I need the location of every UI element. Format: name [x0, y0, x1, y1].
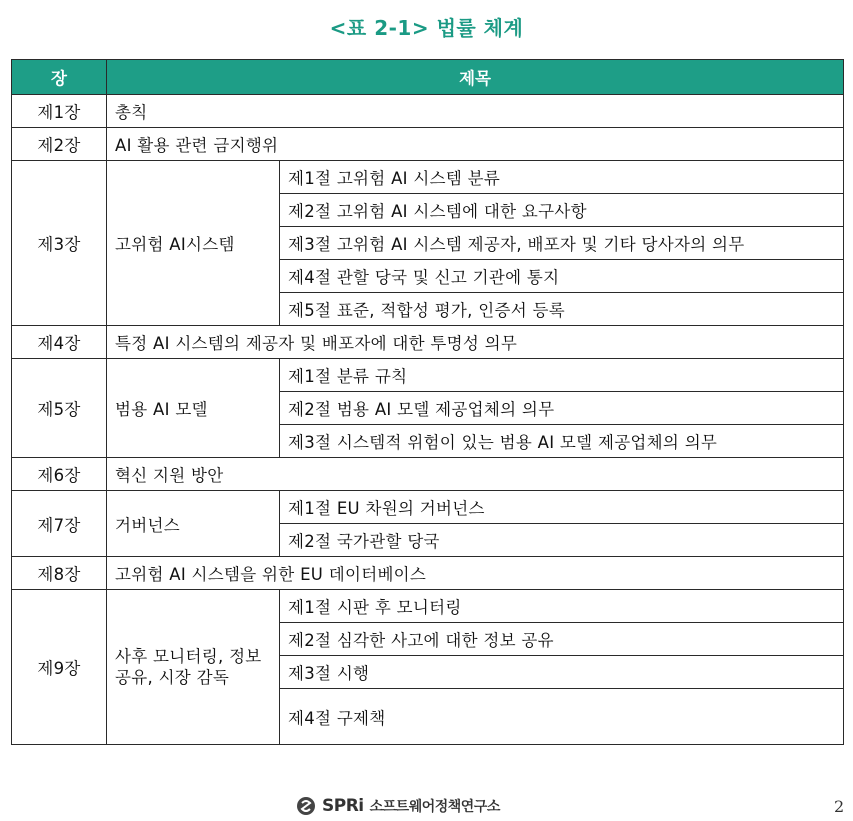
chapter-cell: 제5장 — [12, 359, 107, 458]
chapter-title: 거버넌스 — [107, 491, 280, 557]
table-row — [12, 128, 844, 161]
header-chapter: 장 — [12, 60, 107, 95]
table-row — [12, 458, 844, 491]
logo-text: SPRi — [322, 796, 364, 816]
page-number: 2 — [834, 797, 845, 816]
section-cell: 제1절 시판 후 모니터링 — [280, 590, 844, 623]
chapter-title: 특정 AI 시스템의 제공자 및 배포자에 대한 투명성 의무 — [107, 326, 844, 359]
chapter-title: 범용 AI 모델 — [107, 359, 280, 458]
section-cell: 제3절 고위험 AI 시스템 제공자, 배포자 및 기타 당사자의 의무 — [280, 227, 844, 260]
chapter-title: 총칙 — [107, 95, 844, 128]
section-cell: 제4절 관할 당국 및 신고 기관에 통지 — [280, 260, 844, 293]
chapter-title: AI 활용 관련 금지행위 — [107, 128, 844, 161]
chapter-title: 고위험 AI 시스템을 위한 EU 데이터베이스 — [107, 557, 844, 590]
org-name: 소프트웨어정책연구소 — [369, 799, 500, 815]
table-row — [12, 557, 844, 590]
header-subject: 제목 — [107, 60, 844, 95]
table-row — [12, 359, 844, 392]
chapter-cell: 제6장 — [12, 458, 107, 491]
spri-logo-icon — [296, 796, 316, 816]
chapter-cell: 제9장 — [12, 590, 107, 745]
table-row — [12, 590, 844, 623]
law-structure-table — [11, 59, 844, 745]
section-cell: 제2절 범용 AI 모델 제공업체의 의무 — [280, 392, 844, 425]
chapter-title: 사후 모니터링, 정보공유, 시장 감독 — [107, 590, 280, 745]
table-row — [12, 161, 844, 194]
section-cell: 제5절 표준, 적합성 평가, 인증서 등록 — [280, 293, 844, 326]
section-cell: 제4절 구제책 — [280, 689, 844, 745]
chapter-cell: 제2장 — [12, 128, 107, 161]
section-cell: 제3절 시행 — [280, 656, 844, 689]
table-caption: <표 2-1> 법률 체계 — [329, 16, 524, 40]
section-cell: 제2절 고위험 AI 시스템에 대한 요구사항 — [280, 194, 844, 227]
chapter-cell: 제3장 — [12, 161, 107, 326]
footer-logo — [296, 796, 500, 816]
table-row — [12, 95, 844, 128]
section-cell: 제1절 고위험 AI 시스템 분류 — [280, 161, 844, 194]
section-cell: 제1절 EU 차원의 거버넌스 — [280, 491, 844, 524]
section-cell: 제2절 심각한 사고에 대한 정보 공유 — [280, 623, 844, 656]
table-row — [12, 491, 844, 524]
chapter-title: 혁신 지원 방안 — [107, 458, 844, 491]
section-cell: 제1절 분류 규칙 — [280, 359, 844, 392]
section-cell: 제3절 시스템적 위험이 있는 범용 AI 모델 제공업체의 의무 — [280, 425, 844, 458]
table-row — [12, 326, 844, 359]
chapter-cell: 제1장 — [12, 95, 107, 128]
chapter-cell: 제8장 — [12, 557, 107, 590]
chapter-cell: 제7장 — [12, 491, 107, 557]
chapter-title: 고위험 AI시스템 — [107, 161, 280, 326]
section-cell: 제2절 국가관할 당국 — [280, 524, 844, 557]
chapter-cell: 제4장 — [12, 326, 107, 359]
header-row — [12, 60, 844, 95]
